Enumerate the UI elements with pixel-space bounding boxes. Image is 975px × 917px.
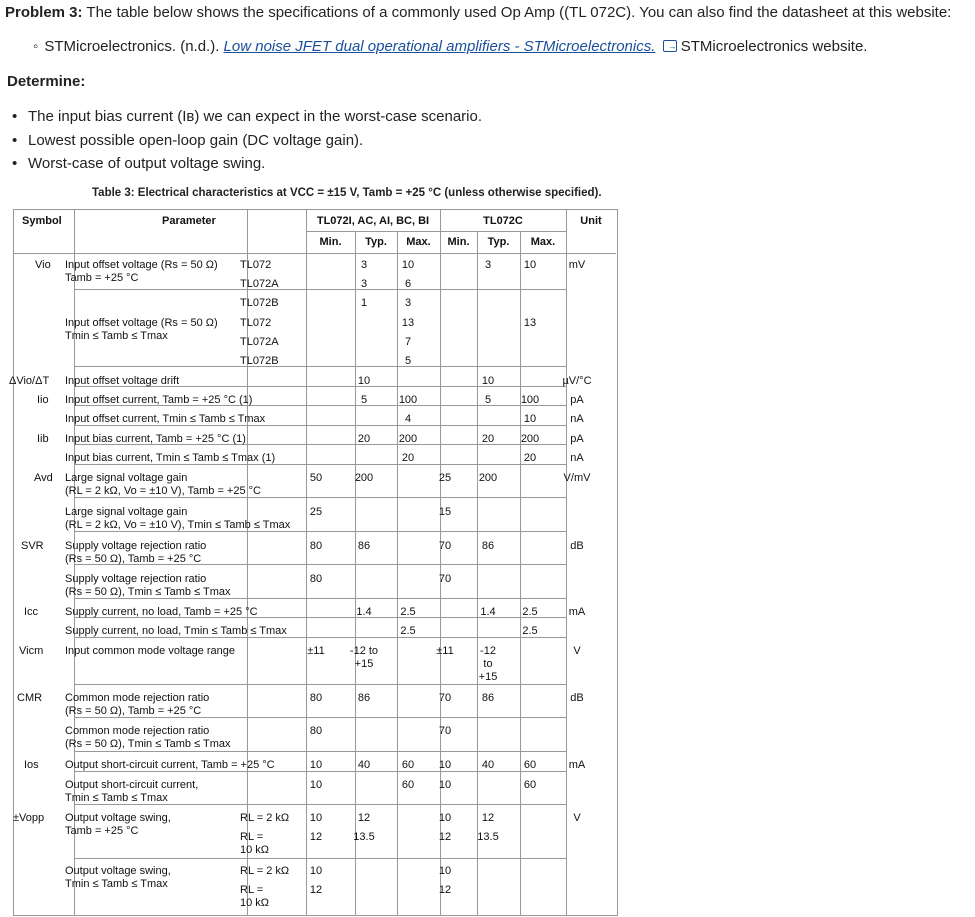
table-cell: 10 xyxy=(481,375,495,387)
table-cell: 80 xyxy=(309,573,323,585)
table-cell: ±11 xyxy=(307,645,325,657)
table-cell: (RL = 2 kΩ, Vo = ±10 V), Tmin ≤ Tamb ≤ Tmax xyxy=(65,519,291,531)
table-cell: 4 xyxy=(404,413,412,425)
table-cell: 80 xyxy=(309,725,323,737)
table-cell: V xyxy=(573,645,581,657)
question-item: • Worst-case of output voltage swing. xyxy=(0,154,482,178)
table-cell: 10 xyxy=(438,759,452,771)
table-cell: TL072B xyxy=(240,297,279,309)
table-cell: TL072 xyxy=(240,259,272,271)
table-cell: (Rs = 50 Ω), Tmin ≤ Tamb ≤ Tmax xyxy=(65,738,231,750)
table-cell: Large signal voltage gain xyxy=(65,506,188,518)
table-cell: Supply current, no load, Tamb = +25 °C xyxy=(65,606,258,618)
table-cell: nA xyxy=(570,413,584,425)
table-cell: µV/°C xyxy=(562,375,592,387)
table-cell: 10 xyxy=(309,779,323,791)
question-list xyxy=(0,107,482,178)
table-cell: 13.5 xyxy=(477,831,499,843)
table-cell: Avd xyxy=(34,472,53,484)
header-symbol: Symbol xyxy=(22,215,62,227)
table-cell: 2.5 xyxy=(400,625,416,637)
table-cell: Output voltage swing, xyxy=(65,812,171,824)
table-cell: 3 xyxy=(404,297,412,309)
table-cell: 10 xyxy=(357,375,371,387)
question-item: • Lowest possible open-loop gain (DC voltage gain). xyxy=(0,131,482,155)
header-parameter: Parameter xyxy=(162,215,216,227)
problem-statement xyxy=(5,4,951,21)
table-cell: Iib xyxy=(37,433,49,445)
table-cell: 20 xyxy=(523,452,537,464)
table-cell: 200 xyxy=(478,472,498,484)
table-cell: 86 xyxy=(357,540,371,552)
table-cell: +15 xyxy=(354,658,374,670)
grid-line xyxy=(74,289,566,290)
table-cell: Input offset voltage (Rs = 50 Ω) xyxy=(65,317,218,329)
table-cell: Iio xyxy=(37,394,49,406)
table-cell: 60 xyxy=(401,759,415,771)
table-cell: 10 xyxy=(438,779,452,791)
table-cell: 50 xyxy=(309,472,323,484)
table-cell: -12 to xyxy=(349,645,379,657)
table-cell: dB xyxy=(570,692,584,704)
table-cell: 1.4 xyxy=(356,606,372,618)
table-cell: 70 xyxy=(438,725,452,737)
table-cell: Tamb = +25 °C xyxy=(65,272,139,284)
citation-prefix: STMicroelectronics. (n.d.). xyxy=(44,38,224,55)
table-cell: TL072B xyxy=(240,355,279,367)
table-cell: 13 xyxy=(523,317,537,329)
table-cell: 12 xyxy=(357,812,371,824)
header-group-tl072i: TL072I, AC, AI, BC, BI xyxy=(316,215,430,227)
header-min: Min. xyxy=(319,236,342,248)
table-cell: 10 xyxy=(523,413,537,425)
table-cell: 86 xyxy=(481,540,495,552)
table-cell: -12 xyxy=(480,645,496,657)
table-cell: 12 xyxy=(438,831,452,843)
table-cell: Input bias current, Tamb = +25 °C (1) xyxy=(65,433,246,445)
header-max: Max. xyxy=(406,236,431,248)
grid-line xyxy=(306,210,307,915)
table-cell: Output short-circuit current, Tamb = +25 °C xyxy=(65,759,275,771)
determine-heading: Determine: xyxy=(7,73,86,90)
header-group-tl072c: TL072C xyxy=(483,215,523,227)
grid-line xyxy=(306,231,566,232)
table-cell: CMR xyxy=(17,692,43,704)
table-cell: 10 xyxy=(438,865,452,877)
table-caption: Table 3: Electrical characteristics at VCC = ±15 V, Tamb = +25 °C (unless otherwise specified). xyxy=(92,187,602,199)
table-cell: 100 xyxy=(398,394,418,406)
grid-line xyxy=(397,231,398,915)
table-cell: Input offset voltage drift xyxy=(65,375,180,387)
table-cell: (Rs = 50 Ω), Tmin ≤ Tamb ≤ Tmax xyxy=(65,586,231,598)
table-cell: mA xyxy=(568,606,586,618)
table-cell: Vicm xyxy=(19,645,44,657)
table-cell: 10 xyxy=(309,812,323,824)
table-cell: Vio xyxy=(35,259,51,271)
table-cell: ±Vopp xyxy=(13,812,45,824)
grid-line xyxy=(14,253,616,254)
table-cell: 10 xyxy=(309,759,323,771)
table-cell: 10 kΩ xyxy=(240,897,270,909)
table-cell: 1 xyxy=(360,297,368,309)
table-cell: Input offset current, Tmin ≤ Tamb ≤ Tmax xyxy=(65,413,266,425)
table-cell: V/mV xyxy=(563,472,591,484)
table-cell: 5 xyxy=(360,394,368,406)
grid-line xyxy=(74,858,566,859)
table-cell: 2.5 xyxy=(400,606,416,618)
table-cell: Tmin ≤ Tamb ≤ Tmax xyxy=(65,878,168,890)
table-cell: Tmin ≤ Tamb ≤ Tmax xyxy=(65,330,168,342)
table-cell: 25 xyxy=(438,472,452,484)
problem-text: The table below shows the specifications of a commonly used Op Amp ((TL 072C). You can also find the datasheet at this website: xyxy=(82,4,952,21)
table-cell: dB xyxy=(570,540,584,552)
header-typ: Typ. xyxy=(365,236,387,248)
table-cell: 10 kΩ xyxy=(240,844,270,856)
header-unit: Unit xyxy=(580,215,602,227)
table-cell: 1.4 xyxy=(480,606,496,618)
table-cell: pA xyxy=(570,394,584,406)
table-cell: Input offset voltage (Rs = 50 Ω) xyxy=(65,259,218,271)
table-cell: 80 xyxy=(309,692,323,704)
table-cell: 15 xyxy=(438,506,452,518)
table-cell: Ios xyxy=(24,759,39,771)
table-cell: to xyxy=(483,658,493,670)
table-cell: 12 xyxy=(309,831,323,843)
table-cell: mA xyxy=(568,759,586,771)
table-cell: 20 xyxy=(481,433,495,445)
table-cell: (Rs = 50 Ω), Tamb = +25 °C xyxy=(65,553,202,565)
table-cell: 10 xyxy=(309,865,323,877)
table-cell: nA xyxy=(570,452,584,464)
table-cell: 70 xyxy=(438,573,452,585)
table-cell: 3 xyxy=(484,259,492,271)
table-cell: SVR xyxy=(21,540,44,552)
table-cell: ΔVio/ΔT xyxy=(9,375,50,387)
table-cell: 40 xyxy=(357,759,371,771)
table-cell: Supply voltage rejection ratio xyxy=(65,540,207,552)
table-cell: Tamb = +25 °C xyxy=(65,825,139,837)
table-cell: 60 xyxy=(523,779,537,791)
table-cell: mV xyxy=(568,259,586,271)
table-cell: 2.5 xyxy=(522,606,538,618)
grid-line xyxy=(247,210,248,915)
table-cell: Input common mode voltage range xyxy=(65,645,235,657)
table-cell: Input offset current, Tamb = +25 °C (1) xyxy=(65,394,253,406)
header-max: Max. xyxy=(530,236,556,248)
table-cell: 60 xyxy=(523,759,537,771)
table-cell: RL = 2 kΩ xyxy=(240,812,290,824)
table-cell: RL = 2 kΩ xyxy=(240,865,290,877)
table-cell: 3 xyxy=(360,278,368,290)
table-cell: 6 xyxy=(404,278,412,290)
grid-line xyxy=(566,210,567,915)
question-item: • The input bias current (Iʙ) we can expect in the worst-case scenario. xyxy=(0,107,482,131)
table-cell: 5 xyxy=(484,394,492,406)
table-cell: Supply current, no load, Tmin ≤ Tamb ≤ Tmax xyxy=(65,625,287,637)
table-cell: Supply voltage rejection ratio xyxy=(65,573,207,585)
table-cell: 7 xyxy=(404,336,412,348)
table-cell: 10 xyxy=(438,812,452,824)
table-cell: 80 xyxy=(309,540,323,552)
header-min: Min. xyxy=(447,236,470,248)
table-cell: 3 xyxy=(360,259,368,271)
table-cell: 40 xyxy=(481,759,495,771)
table-cell: 10 xyxy=(523,259,537,271)
table-cell: 20 xyxy=(401,452,415,464)
table-cell: 100 xyxy=(520,394,540,406)
table-cell: ±11 xyxy=(436,645,454,657)
table-cell: Icc xyxy=(24,606,39,618)
table-cell: 86 xyxy=(481,692,495,704)
table-cell: 70 xyxy=(438,540,452,552)
table-cell: TL072 xyxy=(240,317,272,329)
table-cell: 13.5 xyxy=(353,831,375,843)
table-cell: 13 xyxy=(401,317,415,329)
table-cell: Large signal voltage gain xyxy=(65,472,188,484)
external-link-icon[interactable]: → xyxy=(663,40,677,52)
table-cell: TL072A xyxy=(240,336,279,348)
grid-line xyxy=(74,751,566,752)
table-cell: RL = xyxy=(240,831,264,843)
grid-line xyxy=(74,366,566,367)
table-cell: 20 xyxy=(357,433,371,445)
table-cell: 12 xyxy=(481,812,495,824)
table-cell: Output voltage swing, xyxy=(65,865,171,877)
table-cell: TL072A xyxy=(240,278,279,290)
table-cell: 12 xyxy=(438,884,452,896)
table-cell: 70 xyxy=(438,692,452,704)
table-cell: Output short-circuit current, xyxy=(65,779,199,791)
grid-line xyxy=(74,684,566,685)
datasheet-link[interactable]: Low noise JFET dual operational amplifiers - STMicroelectronics. xyxy=(223,38,656,55)
table-cell: Tmin ≤ Tamb ≤ Tmax xyxy=(65,792,168,804)
source-citation: ◦ STMicroelectronics. (n.d.). Low noise JFET dual operational amplifiers - STMicroelectronics. → STMicroelectronics website. xyxy=(33,38,868,55)
table-cell: 5 xyxy=(404,355,412,367)
table-cell: 25 xyxy=(309,506,323,518)
table-cell: Common mode rejection ratio xyxy=(65,725,210,737)
spec-table xyxy=(9,209,618,916)
table-cell: (RL = 2 kΩ, Vo = ±10 V), Tamb = +25 °C xyxy=(65,485,261,497)
table-cell: 12 xyxy=(309,884,323,896)
table-cell: pA xyxy=(570,433,584,445)
table-cell: V xyxy=(573,812,581,824)
table-cell: Common mode rejection ratio xyxy=(65,692,210,704)
table-cell: 86 xyxy=(357,692,371,704)
grid-line xyxy=(520,231,521,915)
citation-suffix: STMicroelectronics website. xyxy=(676,38,868,55)
header-typ: Typ. xyxy=(487,236,510,248)
table-cell: +15 xyxy=(478,671,498,683)
problem-label: Problem 3: xyxy=(5,4,83,21)
grid-line xyxy=(440,210,441,915)
table-cell: 200 xyxy=(398,433,418,445)
table-cell: 60 xyxy=(401,779,415,791)
table-cell: Input bias current, Tmin ≤ Tamb ≤ Tmax (1) xyxy=(65,452,276,464)
table-cell: 10 xyxy=(401,259,415,271)
table-cell: 2.5 xyxy=(522,625,538,637)
table-cell: 200 xyxy=(354,472,374,484)
table-cell: 200 xyxy=(520,433,540,445)
table-cell: (Rs = 50 Ω), Tamb = +25 °C xyxy=(65,705,202,717)
table-cell: RL = xyxy=(240,884,264,896)
